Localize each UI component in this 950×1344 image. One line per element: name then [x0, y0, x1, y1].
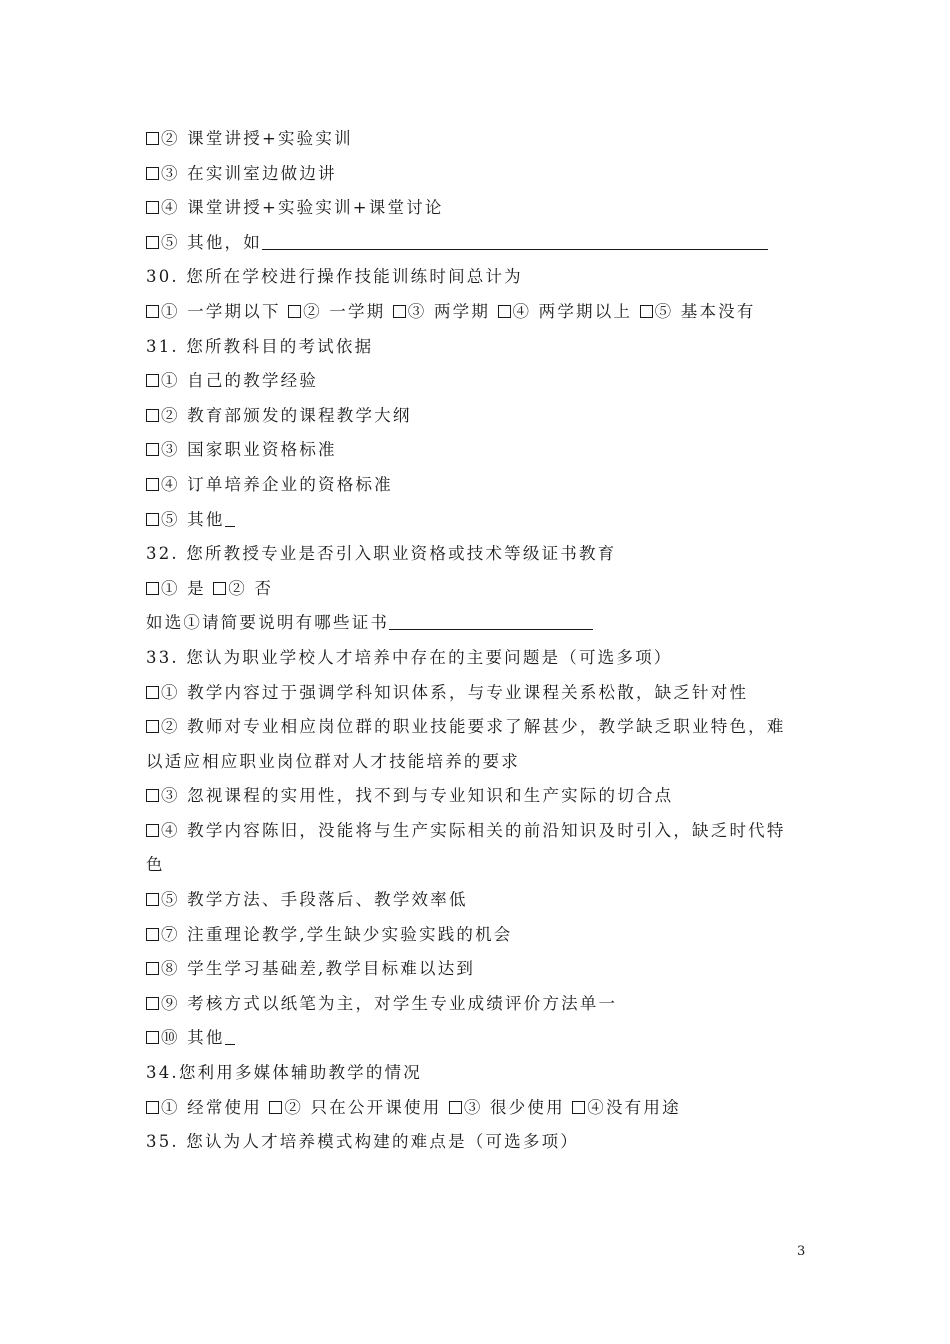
option-line: ⑤ 其他: [146, 503, 810, 538]
option-line: ② 教师对专业相应岗位群的职业技能要求了解甚少，教学缺乏职业特色，难: [146, 710, 810, 745]
option-line: ④ 订单培养企业的资格标准: [146, 468, 810, 503]
option-row: ① 经常使用 ② 只在公开课使用 ③ 很少使用 ④没有用途: [146, 1091, 810, 1126]
checkbox[interactable]: [498, 305, 511, 318]
checkbox[interactable]: [146, 962, 159, 975]
checkbox[interactable]: [146, 893, 159, 906]
question-title: 30. 您所在学校进行操作技能训练时间总计为: [146, 267, 523, 287]
checkbox[interactable]: [146, 478, 159, 491]
fill-in-blank[interactable]: [389, 613, 593, 630]
fill-in-blank[interactable]: [225, 510, 235, 527]
option-row: ① 是 ② 否: [146, 572, 810, 607]
checkbox[interactable]: [146, 305, 159, 318]
checkbox[interactable]: [269, 1101, 282, 1114]
question-title: 33. 您认为职业学校人才培养中存在的主要问题是（可选多项）: [146, 647, 673, 667]
option-line: ⑤ 其他，如: [146, 226, 810, 261]
checkbox[interactable]: [146, 997, 159, 1010]
question-title: 35. 您认为人才培养模式构建的难点是（可选多项）: [146, 1132, 579, 1152]
option-line: ② 课堂讲授+实验实训: [146, 122, 810, 157]
checkbox[interactable]: [146, 443, 159, 456]
checkbox[interactable]: [146, 582, 159, 595]
follow-up-line: 如选①请简要说明有哪些证书: [146, 606, 810, 641]
option-continuation: 色: [146, 855, 165, 875]
option-line: ⑩ 其他: [146, 1021, 810, 1056]
question-title: 31. 您所教科目的考试依据: [146, 336, 374, 356]
option-line: ⑤ 教学方法、手段落后、教学效率低: [146, 883, 810, 918]
option-line: ③ 忽视课程的实用性，找不到与专业知识和生产实际的切合点: [146, 779, 810, 814]
option-line: ① 教学内容过于强调学科知识体系，与专业课程关系松散，缺乏针对性: [146, 676, 810, 711]
checkbox[interactable]: [146, 513, 159, 526]
checkbox[interactable]: [146, 824, 159, 837]
option-line: ③ 在实训室边做边讲: [146, 157, 810, 192]
fill-in-blank[interactable]: [225, 1028, 235, 1045]
option-line: ③ 国家职业资格标准: [146, 433, 810, 468]
checkbox[interactable]: [146, 789, 159, 802]
option-continuation: 以适应相应职业岗位群对人才技能培养的要求: [146, 751, 520, 771]
question-title: 34.您利用多媒体辅助教学的情况: [146, 1063, 422, 1083]
option-line: ④ 教学内容陈旧，没能将与生产实际相关的前沿知识及时引入，缺乏时代特: [146, 814, 810, 849]
checkbox[interactable]: [213, 582, 226, 595]
option-line: ⑧ 学生学习基础差,教学目标难以达到: [146, 952, 810, 987]
checkbox[interactable]: [146, 720, 159, 733]
fill-in-blank[interactable]: [262, 233, 768, 250]
checkbox[interactable]: [146, 1031, 159, 1044]
checkbox[interactable]: [146, 201, 159, 214]
checkbox[interactable]: [146, 236, 159, 249]
option-line: ⑦ 注重理论教学,学生缺少实验实践的机会: [146, 918, 810, 953]
checkbox[interactable]: [146, 1101, 159, 1114]
checkbox[interactable]: [288, 305, 301, 318]
checkbox[interactable]: [146, 928, 159, 941]
checkbox[interactable]: [146, 409, 159, 422]
questionnaire-content: [146, 122, 810, 1160]
checkbox[interactable]: [146, 374, 159, 387]
option-line: ② 教育部颁发的课程教学大纲: [146, 399, 810, 434]
checkbox[interactable]: [146, 132, 159, 145]
option-line: ① 自己的教学经验: [146, 364, 810, 399]
checkbox[interactable]: [146, 167, 159, 180]
option-line: ⑨ 考核方式以纸笔为主，对学生专业成绩评价方法单一: [146, 987, 810, 1022]
checkbox[interactable]: [146, 686, 159, 699]
option-row: ① 一学期以下 ② 一学期 ③ 两学期 ④ 两学期以上 ⑤ 基本没有: [146, 295, 810, 330]
page-number: 3: [797, 1244, 806, 1259]
checkbox[interactable]: [393, 305, 406, 318]
option-line: ④ 课堂讲授+实验实训+课堂讨论: [146, 191, 810, 226]
checkbox[interactable]: [640, 305, 653, 318]
question-title: 32. 您所教授专业是否引入职业资格或技术等级证书教育: [146, 544, 617, 564]
checkbox[interactable]: [449, 1101, 462, 1114]
checkbox[interactable]: [572, 1101, 585, 1114]
